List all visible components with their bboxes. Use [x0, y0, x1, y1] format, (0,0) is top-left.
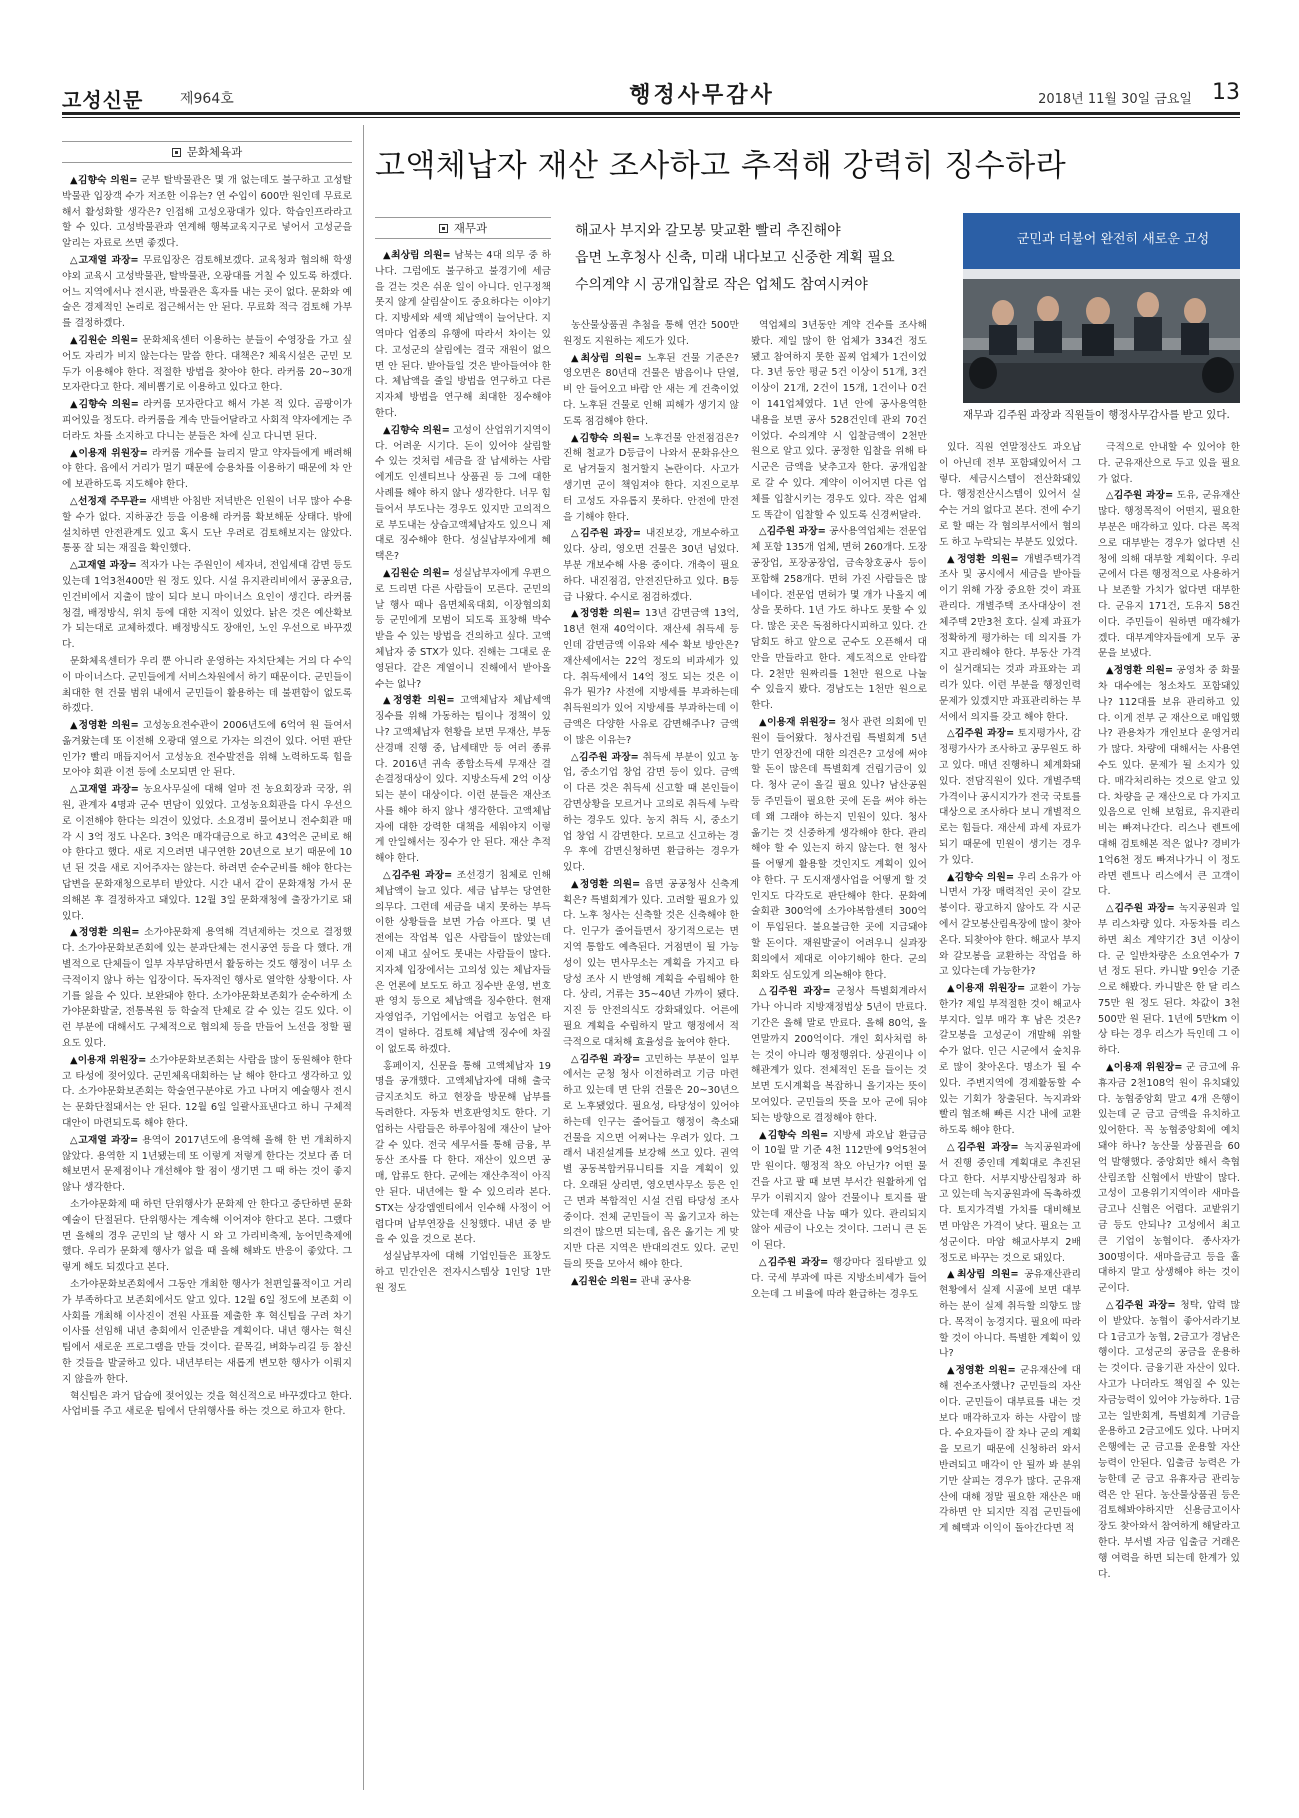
article-paragraph: △김주원 과장= 군청사 특별회계라서 가나 아니라 지방재정법상 5년이 만료다. 기간은 올해 말로 만료다. 올해 80억, 올 연말까지 200억이다. 개인 회사처럼 하는 것이 아니라 행정행위다. 상권이나 이해관계가 있다. 전체적인 돈을 들이는 것 보면 도시계획을 복잡하니 올기자는 뜻이 모여있다. 군민들의 뜻을 모아 군에 둬야 되는 방향으로 결정해야 한다.: [751, 986, 927, 1124]
article-column-6: [1098, 440, 1240, 1788]
speaker-label: △고재열 과장=: [70, 1134, 139, 1146]
article-paragraph: 혁신팀은 과거 답습에 젖어있는 것을 혁신적으로 바꾸겠다고 한다. 사업비를 주고 새로운 팀에서 단위행사를 하는 것으로 하고자 한다.: [62, 1390, 352, 1418]
article-paragraph: ▲최상림 의원= 공유재산관리현황에서 실제 시골에 보면 대부하는 분이 실제 취득할 의향도 많다. 목적이 농경지다. 필요에 따라 할 것이 아니다. 특별한 계획이 있나?: [939, 1269, 1081, 1360]
article-headline: 고액체납자 재산 조사하고 추적해 강력히 징수하라: [375, 148, 1067, 184]
publication-date: 2018년 11월 30일 금요일: [1038, 92, 1192, 107]
speaker-label: △김주원 과장=: [759, 526, 826, 538]
article-column-2: [375, 248, 551, 1788]
article-paragraph: ▲김향숙 의원= 군부 탈박물관은 몇 개 없는데도 불구하고 고성탈박물관 입장객 수가 저조한 이유는? 연 수입이 600만 원인데 무료로 해서 활성화할 생각은? 인접해 고성오광대가 있다. 학습인프라라고 할 수 있다. 고성박물관과 연계해 행복교육지구로 넣어서 고성군을 알리는 자료로 쓰면 좋겠다.: [62, 175, 352, 250]
article-paragraph: △김주원 과장= 내진보강, 개보수하고 있다. 상리, 영오면 건물은 30년 넘었다. 부분 개보수해 사용 중이다. 개축이 필요하다. 내진점검, 안전진단하고 있다. B등급 나왔다. 수시로 점검하겠다.: [563, 528, 739, 603]
article-paragraph: ▲김향숙 의원= 지방세 과오납 환급금이 10월 말 기준 4천 112만에 9억5천여만 원이다. 행정적 착오 아닌가? 어떤 물건을 사고 팔 때 보면 부서간 원활하게 업무가 이뤄지지 않아 건물이나 토지를 팔았는데 재산을 나눔 때가 있다. 관리되지 않아 세금이 나오는 것이다. 그러니 큰 돈이 된다.: [751, 1129, 927, 1252]
article-paragraph: ▲정영환 의원= 13년 감면금액 13억, 18년 현재 40억이다. 재산세 취득세 등인데 감면금액 이유와 세수 확보 방안은? 재산세에서는 22억 정도의 비과세가 있다. 취득세에서 14억 정도 되는 것은 이유가 뭔가? 사전에 지방세를 부과하는데 취득원의가 있어 지방세를 부과하는데 이 금액은 다양한 사유로 감면해주나? 금액이 많은 이유는?: [563, 608, 739, 746]
article-paragraph: 성실납부자에 대해 기업인들은 표창도 하고 민간인은 전자시스템상 1인당 1만 원 정도: [375, 1251, 551, 1294]
audit-photo-image: [963, 213, 1240, 403]
speaker-label: △김주원 과장=: [1106, 903, 1175, 915]
audit-photo: [963, 213, 1240, 403]
article-paragraph: 소가야문화보존회에서 그동안 개최한 행사가 천편일률적이고 거리가 부족하다고 보존회에서도 알고 있다. 12월 6일 정도에 보존회 이사회를 개최해 이사진이 전원 사표를 제출한 후 혁신팀을 구려 차기 이사를 선임해 내년 총회에서 인준받을 계획이다. 내년 행사는 혁신팀에서 새로운 프로그램을 만들 것이다. 끝목길, 벼화누리길 등 참신한 것들을 발굴하고 있다. 내년부터는 새롭게 변모한 행사가 이뤄지지 않을까 한다.: [62, 1278, 352, 1385]
speaker-label: ▲이용재 위원장=: [759, 716, 837, 728]
speaker-label: △김주원 과장=: [759, 986, 831, 998]
article-paragraph: ▲김향숙 의원= 라커룸 모자란다고 해서 가본 적 있다. 곰팡이가 피어있을 정도다. 라커룸을 계속 만들어달라고 사회적 약자에게는 주더라도 차를 소지하고 다니는 분들은 차에 싣고 다니면 된다.: [62, 399, 352, 442]
speaker-label: ▲정영환 의원=: [70, 720, 139, 732]
speaker-label: ▲김원순 의원=: [70, 334, 139, 346]
article-paragraph: ▲김원순 의원= 문화체육센터 이용하는 분들이 수영장을 가고 싶어도 자리가 비지 않는다는 말씀 한다. 대책은? 체육시설은 군민 모두가 이용해야 한다. 적절한 방법을 찾아야 한다. 라커룸 20~30개 모자란다고 한다. 제비뽑기로 이용하고 있다고 한다.: [62, 334, 352, 394]
speaker-label: ▲이용재 위원장=: [1106, 1062, 1183, 1074]
section-tag-finance: 재무과: [375, 217, 551, 239]
article-paragraph: ▲정영환 의원= 소가야문화제 용역해 격년제하는 것으로 결정했다. 소가야문화보존회에 있는 분과단체는 전시공연 등을 다 했다. 개별적으로 단체들이 일부 자부담하면서 활동하는 것도 행정이 너무 소극적이지 않나 하는 입장이다. 독자적인 행사로 열악한 상황이다. 사기를 잃을 수 있다. 보완돼야 한다. 소가야문화보존회가 순수하게 소가야문화발굴, 전통복원 등 학술적 단체로 갈 수 있는 길도 있다. 이런 부분에 대해서도 구체적으로 협의체 등을 만들어 노선을 정할 필요도 있다.: [62, 927, 352, 1050]
newspaper-name: 고성신문: [62, 88, 144, 112]
speaker-label: ▲정영환 의원=: [571, 608, 641, 620]
page-number: 13: [1212, 80, 1240, 105]
article-subheads: [575, 218, 950, 299]
article-paragraph: △김주원 과장= 녹지공원과 일부 리스차량 있다. 자동차를 리스하면 최소 계약기간 3년 이상이다. 군 일반차량은 소요연수가 7년 정도 된다. 카니발 9인승 기준으로 해봤다. 카니발은 한 달 리스 75만 원 정도 된다. 차값이 3천500만 원 된다. 1년에 5만km 이상 타는 경우 리스가 득인데 그 이하다.: [1098, 903, 1240, 1057]
square-bullet-icon: [172, 148, 181, 157]
speaker-label: ▲최상림 의원=: [947, 1269, 1019, 1281]
speaker-label: ▲김향숙 의원=: [571, 432, 640, 444]
article-paragraph: 소가야문화제 때 하던 단위행사가 문화제 안 한다고 중단하면 문화예술이 단절된다. 단위행사는 계속해 이어져야 한다고 본다. 그랬다면 올해의 경우 군민의 날 행사 시 와 고 가리비축제, 농어민축제에 했다. 우리가 문화제 행사가 없을 때 올해 해봐도 반응이 좋았다. 그렇게 해도 되겠다고 본다.: [62, 1199, 352, 1274]
speaker-label: △선정재 주무관=: [70, 495, 147, 507]
article-paragraph: △김주원 과장= 녹지공원과에서 진행 중인데 계획대로 추진된다고 한다. 서부지방산림청과 하고 있는데 녹지공원과에 독촉하겠다. 토지가격별 가치를 대비해보면 마암은 가격이 낮다. 필요는 고성군이다. 마암 해교사부지 2배 정도로 바꾸는 것으로 돼있다.: [939, 1142, 1081, 1264]
article-paragraph: △고재열 과장= 용역이 2017년도에 용역해 올해 한 번 개최하지 않았다. 용역한 지 1년됐는데 또 이렇게 저렇게 한다는 것보다 좀 더 해보면서 문제점이나 개선해야 할 점이 생기면 그 때 하는 것이 좋지 않나 생각한다.: [62, 1134, 352, 1194]
article-paragraph: ▲김향숙 의원= 우리 소유가 아니면서 가장 매력적인 곳이 갈모봉이다. 광고하지 않아도 각 시군에서 갈모봉산림욕장에 많이 찾아온다. 되찾아야 한다. 해교사 부지와 갈모봉을 교환하는 작업을 하고 있다는데 가능한가?: [939, 871, 1081, 978]
article-paragraph: ▲최상림 의원= 남북는 4대 의무 중 하나다. 그럼에도 불구하고 불경기에 세금을 걷는 것은 쉬운 일이 아니다. 인구정책 못지 않게 살림살이도 중요하다는 이야기다. 지방세와 세액 체납액이 늘어난다. 지역마다 업종의 유행에 따라서 차이는 있다. 고성군의 살림에는 결국 재원이 없으면 안 된다. 받아들일 것은 받아들여야 한다. 체납액을 줄일 방법을 연구하고 다른 지자체 방법을 연구해 최대한 징수해야 한다.: [375, 250, 551, 419]
article-paragraph: 있다. 직원 연말정산도 과오납이 아닌데 전부 포함돼있어서 그렇다. 세금시스템이 전산화돼있다. 행정전산시스템이 있어서 실수는 거의 없다고 본다. 전에 수기로 할 때는 각 협의부서에서 협의도 하고 누락되는 부분도 있었다.: [939, 442, 1081, 548]
article-paragraph: ▲정영환 의원= 개별주택가격조사 및 공시에서 세금을 받아들이기 위해 가장 중요한 것이 과표 관리다. 개별주택 조사대상이 전체주택 2만3천 호다. 실제 과표가 정확하게 평가하는 데 의지를 가지고 관리해야 한다. 부동산 가격이 실거래되는 것과 과표와는 괴리가 있다. 이런 부분을 행정인력 문제가 있겠지만 과표관리하는 부서에서 의지를 갖고 해야 한다.: [939, 553, 1081, 723]
masthead-rule-thin: [62, 117, 1240, 118]
article-paragraph: 문화체육센터가 우리 뿐 아니라 운영하는 자치단체는 거의 다 수익이 마이너스다. 군민들에게 서비스차원에서 하기 때문이다. 군민들이 최대한 현 건물 범위 내에서 군민들이 활용하는 데 불편함이 없도록 하겠다.: [62, 655, 352, 715]
article-paragraph: ▲이용재 위원장= 군 금고에 유휴자금 2천108억 원이 유치돼있다. 농협중앙회 말고 4개 은행이 있는데 군 금고 금액을 유치하고 있어한다. 꼭 농협중앙회에 예치돼야 하나? 농산물 상품권을 60억 발행했다. 중앙회만 해서 축협 산림조합 신협에서 반발이 많다. 고성이 고용위기지역이라 새마을금고나 신협은 어렵다. 교밭위기금 등도 안되나? 고성에서 최고 큰 기업이 농협이다. 종사자가 300명이다. 새마을금고 등을 홀대하지 말고 상생해야 하는 것이 군이다.: [1098, 1062, 1240, 1295]
article-paragraph: ▲김원순 의원= 성실납부자에게 우편으로 드리면 다른 사람들이 모른다. 군민의 날 행사 때나 읍면체육대회, 이장협의회 등 군민에게 모범이 되도록 표창해 박수 받을 수 있는 방법을 건의하고 싶다. 고액체납자 중 STX가 있다. 진해는 그대로 운영된다. 같은 계열이니 진해에서 받아올 수는 없나?: [375, 567, 551, 690]
article-paragraph: △김주원 과장= 조선경기 침체로 인해 체납액이 늘고 있다. 세금 납부는 당연한 의무다. 그런데 세금을 내지 못하는 부득이한 상황들을 보면 가슴 아프다. 몇 년 전에는 작업복 입은 사람들이 많았는데 이제 내고 싶어도 못내는 사람들이 많다. 지자체 입장에서는 고의성 있는 체납자들은 언론에 보도도 하고 징수반 운영, 번호판 영치 등으로 체납액을 징수한다. 현재 자영업주, 기업에서는 어렵고 농업은 타격이 덜하다. 검토해 체납액 징수에 차질이 없도록 하겠다.: [375, 870, 551, 1055]
article-paragraph: ▲이용재 위원장= 소가야문화보존회는 사람을 많이 동원해야 한다고 타성에 젖어있다. 군민체육대회하는 날 해야 한다고 생각하고 있다. 소가야문화보존회는 학술연구분야로 가고 나머지 예술행사 전시는 문화단절돼서는 안 된다. 12월 6일 일괄사표낸다고 하니 구체적 대안이 마련되도록 해야 한다.: [62, 1054, 352, 1130]
subhead: 읍면 노후청사 신축, 미래 내다보고 신중한 계획 필요: [575, 250, 895, 266]
speaker-label: △김주원 과장=: [1106, 1300, 1176, 1312]
section-tag-culture: 문화체육과: [62, 141, 352, 163]
speaker-label: △고재열 과장=: [70, 784, 139, 796]
subhead: 수의계약 시 공개입찰로 작은 업체도 참여시켜야: [575, 277, 868, 293]
article-paragraph: ▲이용재 위원장= 라커룸 개수를 늘리지 말고 약자들에게 배려해야 한다. 읍에서 거리가 멀기 때문에 승용차를 이용하기 때문에 차 안에 보관하도록 지도해야 한다.: [62, 447, 352, 491]
article-paragraph: ▲정영환 의원= 읍면 공공청사 신축계획은? 특별회계가 있다. 고려할 필요가 있다. 노후 청사는 신축할 것은 신축해야 한다. 인구가 줄어들면서 장기적으로는 면지역 통합도 예측된다. 거점면이 될 가능성이 있는 면사무소는 계획을 가지고 타당성 조사 시 반영해 계획을 수립해야 한다. 상리, 거류는 35~40년 가까이 됐다. 지진 등 안전의식도 강화돼있다. 어른에 필요 계획을 수립하지 말고 행정에서 적극적으로 대처해 효율성을 높여야 한다.: [563, 878, 739, 1048]
speaker-label: ▲이용재 위원장=: [947, 983, 1026, 995]
article-paragraph: ▲이용재 위원장= 교환이 가능한가? 제일 부적절한 것이 해교사부지다. 일부 매각 후 남은 것은? 갈모봉을 고성군이 개발해 위할 수가 없다. 인근 시군에서 숲치유로 많이 찾아온다. 명소가 될 수 있다. 주변지역에 경제활동할 수 있는 기회가 창출된다. 녹지과와 빨리 협조해 빠른 시간 내에 교환하도록 해야 한다.: [939, 983, 1081, 1137]
article-column-5: [939, 440, 1081, 1788]
speaker-label: ▲정영환 의원=: [947, 553, 1019, 565]
speaker-label: △김주원 과장=: [571, 528, 641, 540]
speaker-label: ▲김향숙 의원=: [759, 1129, 829, 1141]
article-paragraph: △김주원 과장= 행강마다 질타받고 있다. 국세 부과에 따른 지방소비세가 들어오는데 그 비율에 따라 환급하는 경우도: [751, 1257, 927, 1300]
article-paragraph: 극적으로 안내할 수 있어야 한다. 군유재산으로 두고 있을 필요가 없다.: [1098, 442, 1240, 485]
article-paragraph: △김주원 과장= 취득세 부분이 있고 농업, 중소기업 창업 감면 등이 있다. 금액이 다른 것은 취득세 신고할 때 본인들이 감면상황을 모르거나 고의로 취득세 누락하는 경우도 있다. 농지 취득 시, 중소기업 창업 시 감면한다. 모르고 신고하는 경우 후에 감면신청하면 환급하는 경우가 있다.: [563, 751, 739, 874]
article-paragraph: 역업체의 3년동안 계약 건수를 조사해봤다. 제일 많이 한 업체가 334건 정도 됐고 참여하지 못한 꼴찌 업체가 1건이었다. 3년 동안 평균 5건 이상이 51개, 3건 이상이 21개, 2건이 15개, 1건이나 0건이 141업체였다. 1년 안에 공사용역한 내용을 보면 공사 528건인데 관외 70건이었다. 수의계약 시 입찰금액이 2천만 원으로 알고 있다. 공정한 입찰을 위해 타 시군은 금액을 낮추고자 한다. 공개입찰로 갈 수 있다. 계약이 이어지면 다른 업체를 입찰시키는 경우도 있다. 작은 업체도 똑같이 입찰할 수 있도록 신경써달라.: [751, 320, 927, 521]
speaker-label: ▲김원순 의원=: [571, 1275, 638, 1287]
speaker-label: ▲정영환 의원=: [571, 878, 641, 890]
speaker-label: ▲최상림 의원=: [571, 352, 642, 364]
speaker-label: ▲정영환 의원=: [1106, 665, 1174, 677]
article-column-4: [751, 318, 927, 1788]
speaker-label: ▲이용재 위원장=: [70, 1054, 147, 1066]
article-paragraph: △김주원 과장= 공사용역업체는 전문업체 포함 135개 업체, 면허 260개다. 도장공장업, 포장공장업, 금속창호공사 등이 포함해 258개다. 면허 가진 사람들은 많네이다. 전문업 면허가 몇 개가 나올지 예상을 못하다. 1년 가도 하나도 못할 수 있다. 많은 곳은 독점하다시피하고 있다. 간담회도 하고 앞으로 군수도 오픈해서 대안을 만들라고 한다. 제도적으로 안타깝다. 2천만 원짜리를 1천만 원으로 나눌 수 있을지 봤다. 경남도는 1천만 원으로 한다.: [751, 526, 927, 712]
speaker-label: ▲이용재 위원장=: [70, 447, 148, 459]
speaker-label: ▲김향숙 의원=: [70, 175, 138, 186]
column-divider: [363, 125, 364, 1790]
speaker-label: △김주원 과장=: [947, 1142, 1019, 1154]
article-paragraph: ▲최상림 의원= 노후된 건물 기준은? 영오면은 80년대 건물은 밤음이나 단열, 비 안 들어오고 바람 안 새는 게 건축이었다. 노후된 건물로 인해 피해가 생기지 않도록 점검해야 한다.: [563, 352, 739, 427]
article-paragraph: △선정재 주무관= 새벽반 아침반 저녁반은 인원이 너무 많아 수용할 수가 없다. 지하공간 등을 이용해 라커룸 확보해둔 상태다. 밖에 설치하면 안전관계도 있고 혹시 도난 우려로 검토해보지는 않았다. 통풍 잘 되는 재질을 확인했다.: [62, 495, 352, 555]
article-paragraph: ▲김향숙 의원= 노후건물 안전점검은? 진해 철교가 D등급이 나와서 문화유산으로 남겨둘지 철거할지 논란이다. 사고가 생기면 군이 책임져야 한다. 지진으로부터 고성도 자유롭지 못하다. 안전에 만전을 기해야 한다.: [563, 432, 739, 523]
speaker-label: ▲최상림 의원=: [383, 250, 451, 261]
article-paragraph: △김주원 과장= 토지평가사, 감정평가사가 조사하고 공무원도 하고 있다. 매년 진행하니 체계화돼있다. 전담직원이 있다. 개별주택가격이나 공시지가가 전국 국토를 대상으로 조사하다 보니 개별적으로는 힘들다. 재산세 과세 자료가 되기 때문에 민원이 생기는 경우가 있다.: [939, 728, 1081, 866]
masthead: [62, 78, 1240, 112]
masthead-rule: [62, 112, 1240, 115]
photo-banner-text: 군민과 더불어 완전히 새로운 고성: [1016, 232, 1210, 247]
speaker-label: ▲정영환 의원=: [383, 695, 455, 707]
speaker-label: △고재열 과장=: [70, 560, 137, 572]
article-paragraph: △김주원 과장= 청탁, 압력 많이 받았다. 농협이 좋아서라기보다 1금고가 농협, 2금고가 경남은행이다. 고성군의 공금을 운용하는 것이다. 금융기관 자산이 있다. 사고가 나더라도 책임질 수 있는 자금능력이 있어야 가능하다. 1금고는 일반회계, 특별회계 기금을 운용하고 2금고에도 있다. 나머지 은행에는 군 금고를 운용할 자산능력이 안된다. 입출금 능력은 가능한데 군 금고 유휴자금 관리능력은 안 된다. 농산물상품권 등은 검토해봐야하지만 신용금고이사장도 찾아와서 참여하게 해달라고 한다. 부서별 자금 입출금 거래은행 여력을 하면 되는데 한계가 있다.: [1098, 1300, 1240, 1580]
article-paragraph: ▲김향숙 의원= 고성이 산업위기지역이다. 어려운 시기다. 돈이 있어야 살림할 수 있는 것처럼 세금을 잘 납세하는 사람에게도 인센티브나 상품권 등 그에 대한 사례를 해야 하지 않나 생각한다. 너무 힘들어서 부도나는 경우도 있지만 고의적으로 부도내는 상습고액체납자도 있으니 제대로 징수해야 한다. 성실납부자에게 혜택은?: [375, 424, 551, 563]
article-paragraph: △고재열 과장= 적자가 나는 주원인이 세자녀, 전입세대 감면 등도 있는데 1억3천400만 원 정도 있다. 시설 유지관리비에서 공공요금, 인건비에서 지출이 많이 되다 보니 마이너스 요인이 생긴다. 라커룸 청결, 배정방식, 위치 등에 대한 지적이 있었다. 낡은 것은 예산확보가 되는대로 교체하겠다. 배정방식도 장애인, 노인 우선으로 바꾸겠다.: [62, 560, 352, 651]
speaker-label: ▲김원순 의원=: [383, 567, 450, 579]
article-column-1: [62, 173, 352, 1785]
square-bullet-icon: [439, 224, 448, 233]
article-paragraph: ▲정영환 의원= 고액체납자 체납세액 징수를 위해 가동하는 팀이나 정책이 있나? 고액체납자 현황을 보면 무재산, 부동산경매 진행 중, 납세태만 등 여러 종류다. 2016년 귀속 종합소득세 무재산 결손결정대상이 있다. 지방소득세 2억 이상 되는 분이 대상이다. 이런 분들은 재산조사를 해야 하지 않나 생각한다. 고액체납자에 대한 강력한 대책을 세워야지 이렇게 안일해서는 징수가 안 된다. 재산 추적해야 한다.: [375, 695, 551, 865]
page-section-title: 행정사무감사: [629, 82, 775, 108]
article-paragraph: △김주원 과장= 고민하는 부분이 일부에서는 군청 청사 이전하려고 기금 마련하고 있는데 면 단위 건물은 20~30년으로 노후됐었다. 필요성, 타당성이 있어야 하는데 인구는 줄어들고 행정이 축소돼 건물을 지으면 어쩌나는 우려가 있다. 그래서 내진설계를 보강해 쓰고 있다. 권역별 공동복합커뮤니티를 지을 계획이 있다. 오래된 상리면, 영오면사무소 등은 인근 면과 복합적인 시설 건립 타당성 조사 중이다. 전체 군민들이 꼭 옮기고자 하는 의견이 많으면 되는데, 읍은 옮기는 게 맞지만 다른 지역은 반대의견도 있다. 군민들의 뜻을 모아서 해야 한다.: [563, 1053, 739, 1271]
speaker-label: △김주원 과장=: [383, 870, 453, 882]
article-paragraph: 홍페이지, 신문을 통해 고액체납자 19명을 공개했다. 고액체납자에 대해 출국금지조치도 하고 현장을 방문해 납부를 독려한다. 자동차 번호판영치도 한다. 기업하는 사람들은 하루아침에 재산이 날아갈 수 있다. 전국 세무서를 통해 금융, 부동산 조사를 다 한다. 재산이 있으면 공매, 압류도 한다. 군에는 재산추적이 아직 안 된다. 내년에는 할 수 있으리라 본다. STX는 상강엠엔티에서 인수해 사정이 어렵다며 납부연장을 신청했다. 내년 중 받을 수 있을 것으로 본다.: [375, 1060, 551, 1246]
issue-number: 제964호: [180, 91, 234, 107]
speaker-label: △김주원 과장=: [759, 1257, 829, 1269]
speaker-label: △김주원 과장=: [571, 1053, 641, 1065]
article-paragraph: ▲이용재 위원장= 청사 관련 의회에 민원이 들어왔다. 청사건립 특별회계 5년 만기 연장건에 대한 의견은? 고성에 써야할 돈이 많은데 특별회계 건립기금이 있다. 청사 군이 올길 필요 있나? 남산공원 등 주민들이 필요한 곳에 돈을 써야 하는데 왜 그래야 하는지 민원이 있다. 청사 옮기는 것 신중하게 생각해야 한다. 관리해야 할 수 있는지 하지 않는다. 현 청사를 어떻게 활용할 것인지도 계획이 있어야 한다. 구 도시재생사업을 어떻게 할 것인지도 다각도로 판단해야 한다. 문화예술회관 300억에 소가야복합센터 300억이 투입된다. 불요불급한 곳에 지급돼야 할 돈이다. 재원발굴이 어려우니 실과장 회의에서 제대로 이야기해야 한다. 군의회와도 심도있게 의논해야 한다.: [751, 716, 927, 981]
article-paragraph: △김주원 과장= 도유, 군유재산 많다. 행정목적이 어떤지, 필요한 부분은 매각하고 있다. 다른 목적으로 대부받는 경우가 없다면 신청에 의해 대부할 계획이다. 우리 군에서 다른 행정적으로 사용하거나 보존할 가치가 없다면 대부한다. 군유지 171건, 도유지 58건이다. 주민들이 원하면 매각해가겠다. 대부계약자들에게 모두 공문을 보냈다.: [1098, 490, 1240, 660]
speaker-label: ▲김향숙 의원=: [383, 424, 450, 436]
speaker-label: ▲정영환 의원=: [70, 927, 140, 939]
speaker-label: ▲김향숙 의원=: [947, 871, 1015, 883]
article-paragraph: 농산물상품권 추첨을 통해 연간 500만 원정도 지원하는 제도가 있다.: [563, 320, 739, 347]
article-paragraph: ▲정영환 의원= 군유재산에 대해 전수조사했나? 군민들의 자산이다. 군민들이 대부료를 내는 것보다 매각하고자 하는 사람이 많다. 수요자들이 잘 차나 군의 계획을 모르기 때문에 신청하러 와서 반려되고 매각이 안 될까 봐 분위기만 살피는 경우가 많다. 군유재산에 대해 정말 필요한 재산은 매각하면 안 되지만 직접 군민들에게 혜택과 이익이 돌아간다면 적: [939, 1365, 1081, 1535]
article-paragraph: △고재열 과장= 농요사무실에 대해 얼마 전 농요회장과 국장, 위원, 관계자 4명과 군수 면담이 있었다. 고성농요회관을 다시 우선으로 이전해야 한다는 의견이 있었다. 소요경비 물어보니 전수회관 매각 시 3억 정도 나온다. 3억은 매각대금으로 하고 43억은 군비로 해야 한다고 했다. 새로 지으려면 내구연한 20년으로 보기 때문에 10년 된 것을 새로 지어주자는 않는다. 하려면 순수군비를 해야 한다는 답변을 문화재청으로부터 받았다. 시간 내서 같이 문화재청 가서 문의해본 후 결정하자고 돼있다. 12월 3일 문화재청에 출장가기로 돼있다.: [62, 784, 352, 922]
speaker-label: ▲김향숙 의원=: [70, 399, 139, 411]
speaker-label: △김주원 과장=: [1106, 490, 1174, 502]
article-paragraph: ▲정영환 의원= 공영차 중 화물차 대수에는 청소차도 포함돼있나? 112대를 보유 관리하고 있다. 이게 전부 군 재산으로 매입했나? 관용차가 개인보다 운영거리가 많다. 차량에 대해서는 사용연수도 있다. 문제가 될 소지가 있다. 매각처리하는 것으로 알고 있다. 차량을 군 재산으로 다 가지고 있음으로 인해 보험료, 유지관리비는 빠져나간다. 리스나 렌트에 대해 검토해본 적은 없나? 경비가 1억6천 정도 빠져나가니 이 정도라면 렌트나 리스에서 큰 고객이다.: [1098, 665, 1240, 898]
photo-caption: 재무과 김주원 과장과 직원들이 행정사무감사를 받고 있다.: [963, 409, 1230, 421]
article-paragraph: ▲김원순 의원= 관내 공사용: [571, 1275, 692, 1287]
article-paragraph: △고재열 과장= 무료입장은 검토해보겠다. 교육청과 협의해 학생 야외 교육시 고성박물관, 탈박물관, 오광대를 거칠 수 있도록 하겠다. 어느 지역에서나 전시관, 박물관은 흑자를 내는 곳이 없다. 문화와 예술은 경제적인 논리로 접근해서는 안 된다. 무료화 적극 검토해 가부를 결정하겠다.: [62, 254, 352, 330]
speaker-label: △김주원 과장=: [571, 751, 639, 763]
speaker-label: △고재열 과장=: [70, 254, 139, 266]
article-paragraph: ▲정영환 의원= 고성농요전수관이 2006년도에 6억여 원 들여서 옮겨왔는데 또 이전해 오광대 옆으로 가자는 의견이 있다. 어떤 판단인가? 빨리 매듭지어서 고성농요 전수발전을 위해 노력하도록 힘을 모아야 회관 이전 등에 소모되면 안 된다.: [62, 720, 352, 779]
speaker-label: △김주원 과장=: [947, 728, 1015, 740]
speaker-label: ▲정영환 의원=: [947, 1365, 1016, 1377]
article-column-3: [563, 318, 739, 1788]
subhead: 해교사 부지와 갈모봉 맞교환 빨리 추진해야: [575, 223, 841, 239]
